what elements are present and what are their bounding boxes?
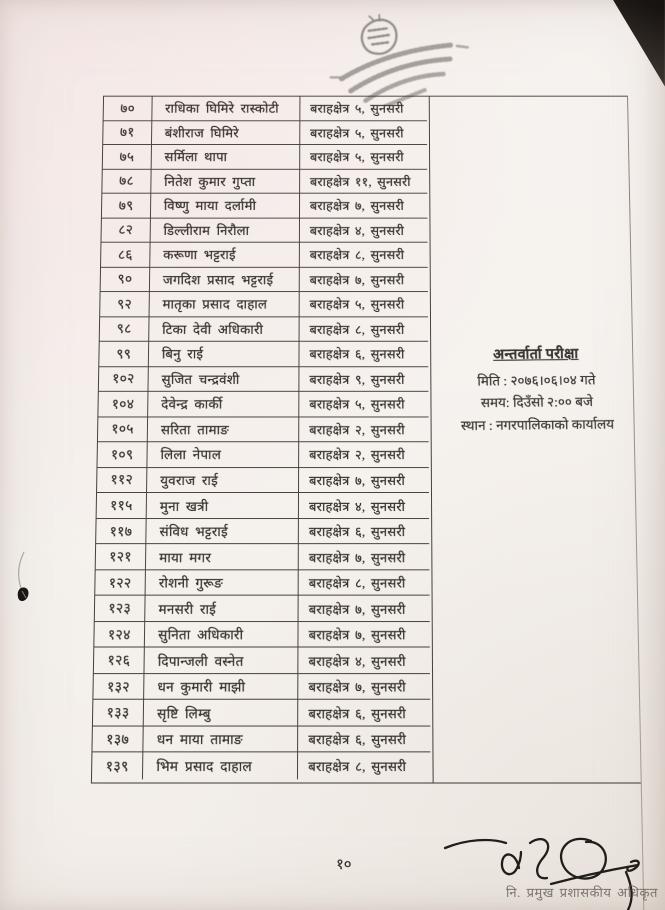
address-cell: बराहक्षेत्र ५, सुनसरी [300,292,428,317]
name-cell: धन कुमारी माझी [144,674,298,700]
address-cell: बराहक्षेत्र ७, सुनसरी [299,468,429,493]
serial-cell: ११७ [96,519,147,545]
name-cell: सुजित चन्द्रवंशी [148,367,299,392]
address-cell: बराहक्षेत्र ८, सुनसरी [300,243,428,268]
name-cell: युवराज राई [147,468,299,493]
serial-cell: ७० [104,97,153,121]
serial-cell: ९८ [100,317,150,342]
serial-cell: १०५ [98,417,148,442]
interview-notice [437,343,638,438]
serial-cell: १३७ [92,726,143,752]
name-cell: बिनु राई [149,342,300,367]
serial-cell: ७१ [103,121,152,145]
address-cell: बराहक्षेत्र ६, सुनसरी [298,700,430,726]
address-cell: बराहक्षेत्र ५, सुनसरी [300,97,427,121]
address-cell: बराहक्षेत्र २, सुनसरी [299,417,429,442]
notice-title: अन्तर्वार्ता परीक्षा [493,346,579,363]
name-cell: मुना खत्री [147,493,299,519]
printed-content-area [31,92,665,910]
name-cell: रोशनी गुरूङ [146,570,299,596]
serial-cell: ७८ [102,169,151,193]
serial-cell: १०९ [97,442,147,467]
address-cell: बराहक्षेत्र ११, सुनसरी [300,169,427,193]
serial-cell: ९९ [99,342,149,367]
name-cell: मनसरी राई [145,596,298,622]
serial-cell: ७५ [103,145,152,169]
serial-cell: १३९ [92,753,143,779]
serial-cell: १३२ [93,674,144,700]
serial-cell: ९० [101,267,151,292]
candidate-table [91,96,434,784]
name-cell: माया मगर [146,544,299,570]
serial-cell: ११२ [97,468,147,493]
address-cell: बराहक्षेत्र ७, सुनसरी [300,194,427,218]
serial-cell: ९२ [100,292,150,317]
name-cell: करूणा भट्टराई [150,243,300,268]
serial-cell: १०२ [99,367,149,392]
name-cell: नितेश कुमार गुप्ता [151,169,300,193]
address-cell: बराहक्षेत्र ५, सुनसरी [300,145,427,169]
address-cell: बराहक्षेत्र ६, सुनसरी [299,342,428,367]
address-cell: बराहक्षेत्र २, सुनसरी [299,442,429,467]
address-cell: बराहक्षेत्र ८, सुनसरी [308,758,407,775]
name-cell: विष्णु माया दर्लामी [151,194,300,218]
serial-cell: १२२ [95,570,146,596]
address-cell: बराहक्षेत्र ४, सुनसरी [300,218,428,243]
address-cell: बराहक्षेत्र ५, सुनसरी [300,121,427,145]
address-cell: बराहक्षेत्र ७, सुनसरी [300,267,428,292]
name-cell: सुनिता अधिकारी [145,622,299,648]
serial-cell: १०४ [98,392,148,417]
scanner-corner-shadow-icon [600,0,665,92]
name-cell: जगदिश प्रसाद भट्टराई [150,267,300,292]
serial-cell: १२३ [95,596,146,622]
address-cell: बराहक्षेत्र ४, सुनसरी [299,493,429,519]
address-cell: बराहक्षेत्र ५, सुनसरी [299,392,428,417]
address-cell: बराहक्षेत्र ६, सुनसरी [299,519,429,545]
serial-cell: १२४ [94,622,145,648]
address-cell: बराहक्षेत्र ७, सुनसरी [299,544,430,570]
name-cell: सरिता तामाङ [148,417,300,442]
address-cell: बराहक्षेत्र ८, सुनसरी [299,570,430,596]
name-cell: राधिका घिमिरे रास्कोटी [152,97,300,121]
name-cell: दिपान्जली वस्नेत [144,648,298,674]
name-cell: बंशीराज घिमिरे [152,121,300,145]
serial-cell: १२१ [96,544,147,570]
name-cell: मातृका प्रसाद दाहाल [150,292,300,317]
address-cell: बराहक्षेत्र ९, सुनसरी [299,367,428,392]
serial-cell: ७९ [102,194,151,218]
remarks-column [428,96,641,784]
page-number: १० [336,855,352,873]
address-cell: बराहक्षेत्र ८, सुनसरी [300,317,429,342]
address-cell: बराहक्षेत्र ४, सुनसरी [298,648,430,674]
address-cell: बराहक्षेत्र ७, सुनसरी [298,674,430,700]
name-cell: सर्मिला थापा [152,145,301,169]
serial-cell: ११५ [97,493,147,519]
signature-caption: नि. प्रमुख प्रशासकीय अधिकृत [506,885,658,900]
notice-time: समय: दिउँसो २:०० बजे [480,394,594,411]
name-cell: धन माया तामाङ [143,726,298,752]
name-cell: टिका देवी अधिकारी [149,317,299,342]
ink-blot-icon [10,548,38,612]
name-cell: सृष्टि लिम्बु [144,700,299,726]
name-cell: संविध भट्टराई [146,519,299,545]
notice-date: मिति : २०७६।०६।०४ गते [477,372,596,389]
notice-venue: स्थान : नगरपालिकाको कार्यालय [460,416,615,433]
name-cell: भिम प्रसाद दाहाल [143,753,298,779]
address-cell: बराहक्षेत्र ७, सुनसरी [298,622,429,648]
serial-cell: १२६ [94,648,145,674]
serial-cell: १३३ [93,700,144,726]
serial-cell: ८२ [101,218,150,243]
name-cell: देवेन्द्र कार्की [148,392,299,417]
address-cell: बराहक्षेत्र ६, सुनसरी [298,726,430,752]
address-cell: बराहक्षेत्र ७, सुनसरी [299,596,430,622]
name-cell: डिल्लीराम निरौला [151,218,300,243]
name-cell: लिला नेपाल [147,442,299,467]
serial-cell: ८६ [101,243,151,268]
